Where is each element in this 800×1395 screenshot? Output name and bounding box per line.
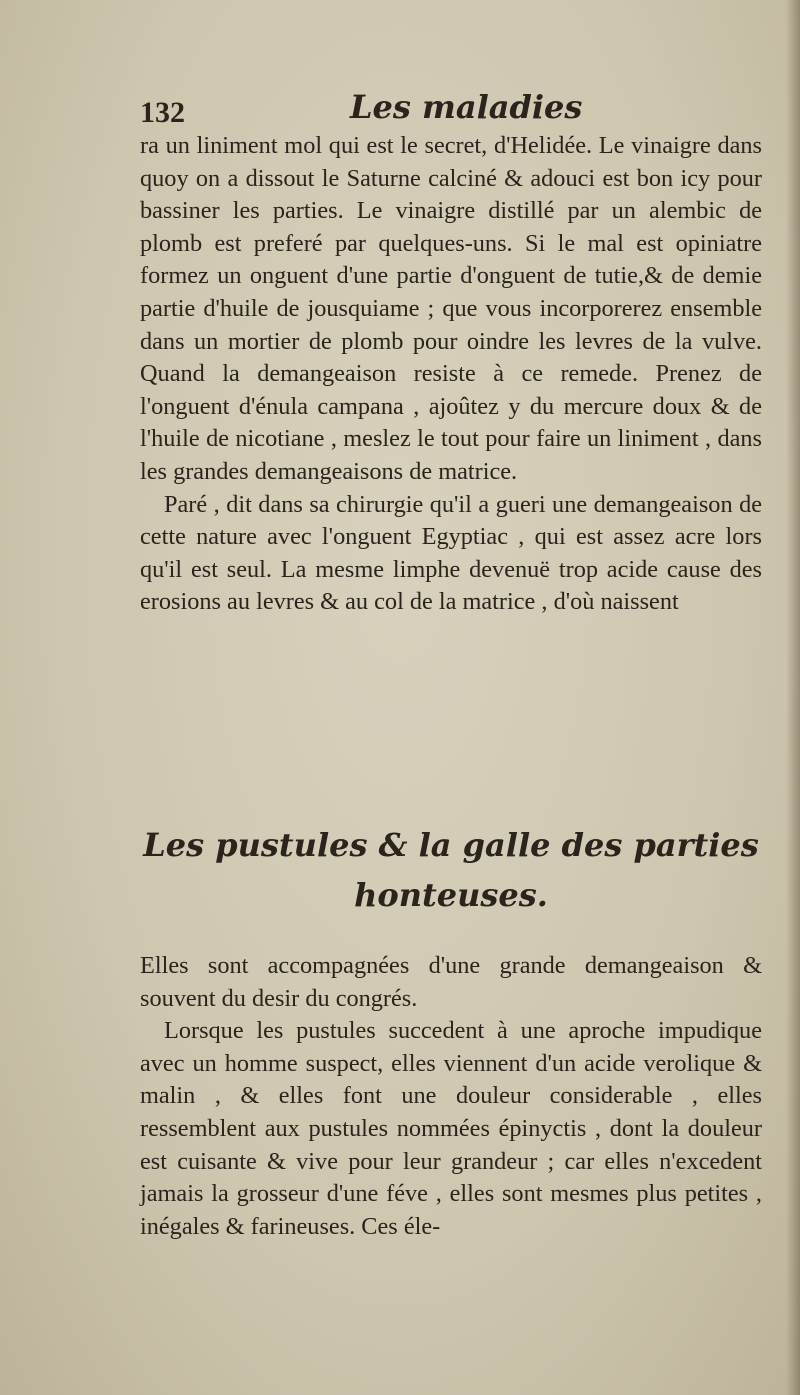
paragraph: ra un liniment mol qui est le secret, d'Helidée. Le vinaigre dans quoy on a dissout le Saturne calciné & adouci est bon icy pour bassiner les parties. Le vinaigre distillé par un alembic de plomb est preferé par quelques-uns. Si le mal est opiniatre formez un onguent d'une partie d'onguent de tutie,& de demie partie d'huile de jousquiame ; que vous incorporerez ensemble dans un mortier de plomb pour oindre les levres de la vulve. Quand la demangeaison resiste à ce remede. Prenez de l'onguent d'énula campana , ajoûtez y du mercure doux & de l'huile de nicotiane , meslez le tout pour faire un liniment , dans les grandes demangeaisons de matrice. [140, 132, 762, 485]
section-heading [140, 820, 762, 920]
section1-text [140, 130, 762, 619]
paragraph: Elles sont accompagnées d'une grande demangeaison & souvent du desir du congrés. [140, 952, 762, 1012]
running-title: Les maladies [350, 88, 583, 126]
page-edge-shadow [786, 0, 800, 1395]
section2-text [140, 950, 762, 1243]
heading-line: Les pustules & la galle des parties [143, 826, 759, 864]
page-number: 132 [140, 96, 185, 129]
paragraph: Lorsque les pustules succedent à une aproche impudique avec un homme suspect, elles viennent d'un acide verolique & malin , & elles font une douleur considerable , elles ressemblent aux pustules nommées épinyctis , dont la douleur est cuisante & vive pour leur grandeur ; car elles n'excedent jamais la grosseur d'une féve , elles sont mesmes plus petites , inégales & farineuses. Ces éle- [140, 1017, 762, 1240]
heading-line: honteuses. [354, 876, 548, 914]
paragraph: Paré , dit dans sa chirurgie qu'il a gueri une demangeaison de cette nature avec l'onguent Egyptiac , qui est assez acre lors qu'il est seul. La mesme limphe devenuë trop acide cause des erosions au levres & au col de la matrice , d'où naissent [140, 490, 762, 616]
